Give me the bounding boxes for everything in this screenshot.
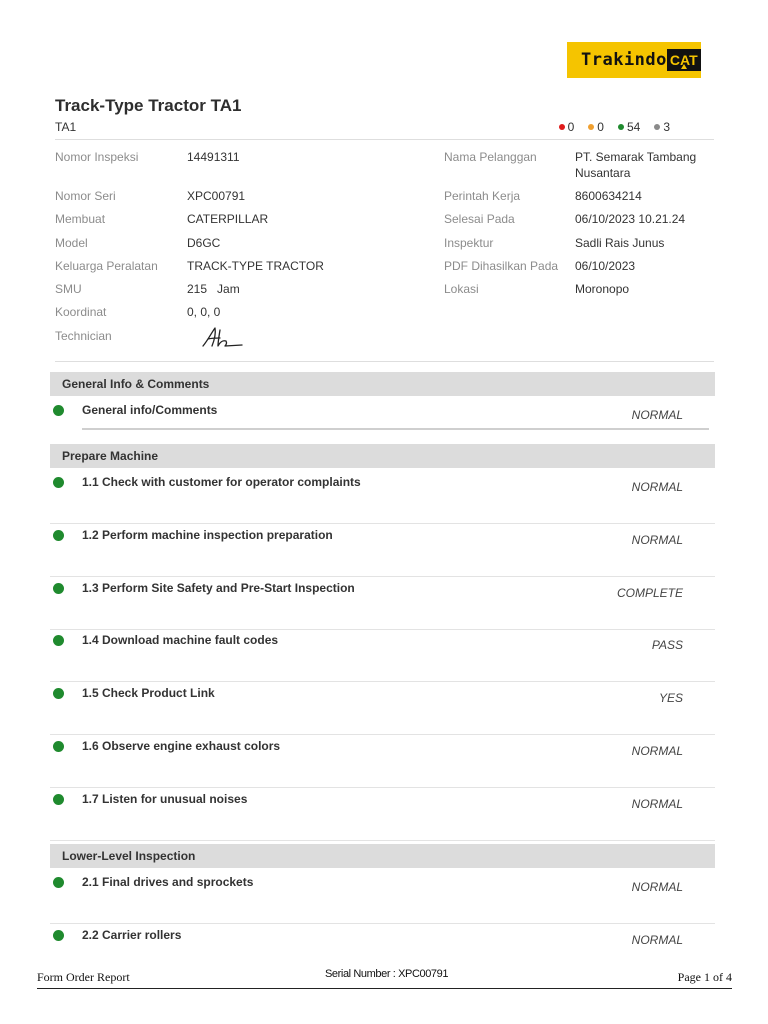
label-nomor-seri: Nomor Seri — [55, 189, 116, 203]
label-nama-pelanggan: Nama Pelanggan — [444, 150, 537, 164]
list-item — [50, 925, 715, 955]
value-nomor-inspeksi: 14491311 — [187, 150, 240, 164]
item-status: NORMAL — [631, 480, 683, 494]
technician-signature — [200, 326, 244, 355]
header-divider — [55, 139, 714, 140]
section-general-info: General Info & Comments — [50, 372, 715, 396]
report-title: Track-Type Tractor TA1 — [55, 96, 242, 115]
item-label: 1.2 Perform machine inspection preparation — [82, 528, 333, 542]
item-label: 2.2 Carrier rollers — [82, 928, 182, 942]
item-divider — [50, 787, 715, 788]
value-inspektur: Sadli Rais Junus — [575, 236, 665, 250]
orange-dot-icon — [588, 124, 594, 130]
item-label: 1.7 Listen for unusual noises — [82, 792, 248, 806]
value-selesai-pada: 06/10/2023 10.21.24 — [575, 212, 686, 226]
logo-text: Trakindo — [581, 50, 667, 70]
footer-serial-number: Serial Number : XPC00791 — [325, 968, 449, 980]
list-item — [50, 400, 715, 434]
item-status: NORMAL — [631, 933, 683, 947]
count-green: 54 — [618, 120, 640, 134]
label-smu: SMU — [55, 282, 82, 296]
list-item — [50, 630, 715, 682]
value-smu: 215 Jam — [187, 282, 240, 296]
report-subtitle: TA1 — [55, 120, 77, 134]
label-perintah-kerja: Perintah Kerja — [444, 189, 521, 203]
label-selesai-pada: Selesai Pada — [444, 212, 515, 226]
status-counts — [559, 120, 670, 134]
status-dot-icon — [53, 688, 64, 699]
item-status: PASS — [651, 638, 683, 652]
status-dot-icon — [53, 930, 64, 941]
list-item — [50, 736, 715, 788]
value-nomor-seri: XPC00791 — [187, 189, 246, 203]
item-divider — [50, 681, 715, 682]
label-pdf-dihasilkan-pada: PDF Dihasilkan Pada — [444, 259, 559, 273]
cat-logo-mark: CAT — [667, 49, 701, 71]
footer-form-name: Form Order Report — [37, 970, 130, 984]
status-dot-icon — [53, 741, 64, 752]
label-membuat: Membuat — [55, 212, 106, 226]
section-prepare-machine: Prepare Machine — [50, 444, 715, 468]
value-perintah-kerja: 8600634214 — [575, 189, 642, 203]
status-dot-icon — [53, 635, 64, 646]
item-label: 1.6 Observe engine exhaust colors — [82, 739, 281, 753]
trakindo-cat-logo — [567, 42, 701, 78]
list-item — [50, 472, 715, 524]
count-gray: 3 — [654, 120, 670, 134]
item-divider — [50, 923, 715, 924]
status-dot-icon — [53, 405, 64, 416]
green-dot-icon — [618, 124, 624, 130]
item-status: NORMAL — [631, 744, 683, 758]
value-keluarga-peralatan: TRACK-TYPE TRACTOR — [187, 259, 324, 273]
status-dot-icon — [53, 477, 64, 488]
info-divider — [55, 361, 714, 362]
label-technician: Technician — [55, 329, 112, 343]
count-orange: 0 — [588, 120, 604, 134]
red-dot-icon — [559, 124, 565, 130]
item-divider — [50, 734, 715, 735]
count-red: 0 — [559, 120, 575, 134]
label-nomor-inspeksi: Nomor Inspeksi — [55, 150, 139, 164]
label-lokasi: Lokasi — [444, 282, 479, 296]
value-nama-pelanggan: PT. Semarak Tambang Nusantara — [575, 150, 697, 180]
item-divider — [50, 576, 715, 577]
status-dot-icon — [53, 530, 64, 541]
section-lower-level-inspection: Lower-Level Inspection — [50, 844, 715, 868]
value-pdf-dihasilkan-pada: 06/10/2023 — [575, 259, 636, 273]
item-label: 1.4 Download machine fault codes — [82, 633, 279, 647]
item-status: YES — [658, 691, 683, 705]
list-item — [50, 872, 715, 924]
status-dot-icon — [53, 877, 64, 888]
value-koordinat: 0, 0, 0 — [187, 305, 221, 319]
item-label: General info/Comments — [82, 403, 218, 417]
label-model: Model — [55, 236, 88, 250]
list-item — [50, 578, 715, 630]
value-membuat: CATERPILLAR — [187, 212, 269, 226]
status-dot-icon — [53, 794, 64, 805]
list-item — [50, 683, 715, 735]
page-footer — [37, 968, 732, 989]
item-divider — [82, 428, 709, 430]
label-koordinat: Koordinat — [55, 305, 107, 319]
label-inspektur: Inspektur — [444, 236, 494, 250]
item-label: 1.5 Check Product Link — [82, 686, 215, 700]
item-status: NORMAL — [631, 880, 683, 894]
item-label: 1.1 Check with customer for operator complaints — [82, 475, 361, 489]
item-status: NORMAL — [631, 797, 683, 811]
item-label: 1.3 Perform Site Safety and Pre-Start Inspection — [82, 581, 355, 595]
gray-dot-icon — [654, 124, 660, 130]
item-label: 2.1 Final drives and sprockets — [82, 875, 254, 889]
item-divider — [50, 840, 715, 841]
status-dot-icon — [53, 583, 64, 594]
value-model: D6GC — [187, 236, 221, 250]
item-status: NORMAL — [631, 533, 683, 547]
item-status: COMPLETE — [616, 586, 683, 600]
list-item — [50, 789, 715, 841]
item-divider — [50, 523, 715, 524]
value-lokasi: Moronopo — [575, 282, 630, 296]
label-keluarga-peralatan: Keluarga Peralatan — [55, 259, 158, 273]
item-status: NORMAL — [631, 408, 683, 422]
list-item — [50, 525, 715, 577]
footer-page-number: Page 1 of 4 — [677, 970, 732, 984]
